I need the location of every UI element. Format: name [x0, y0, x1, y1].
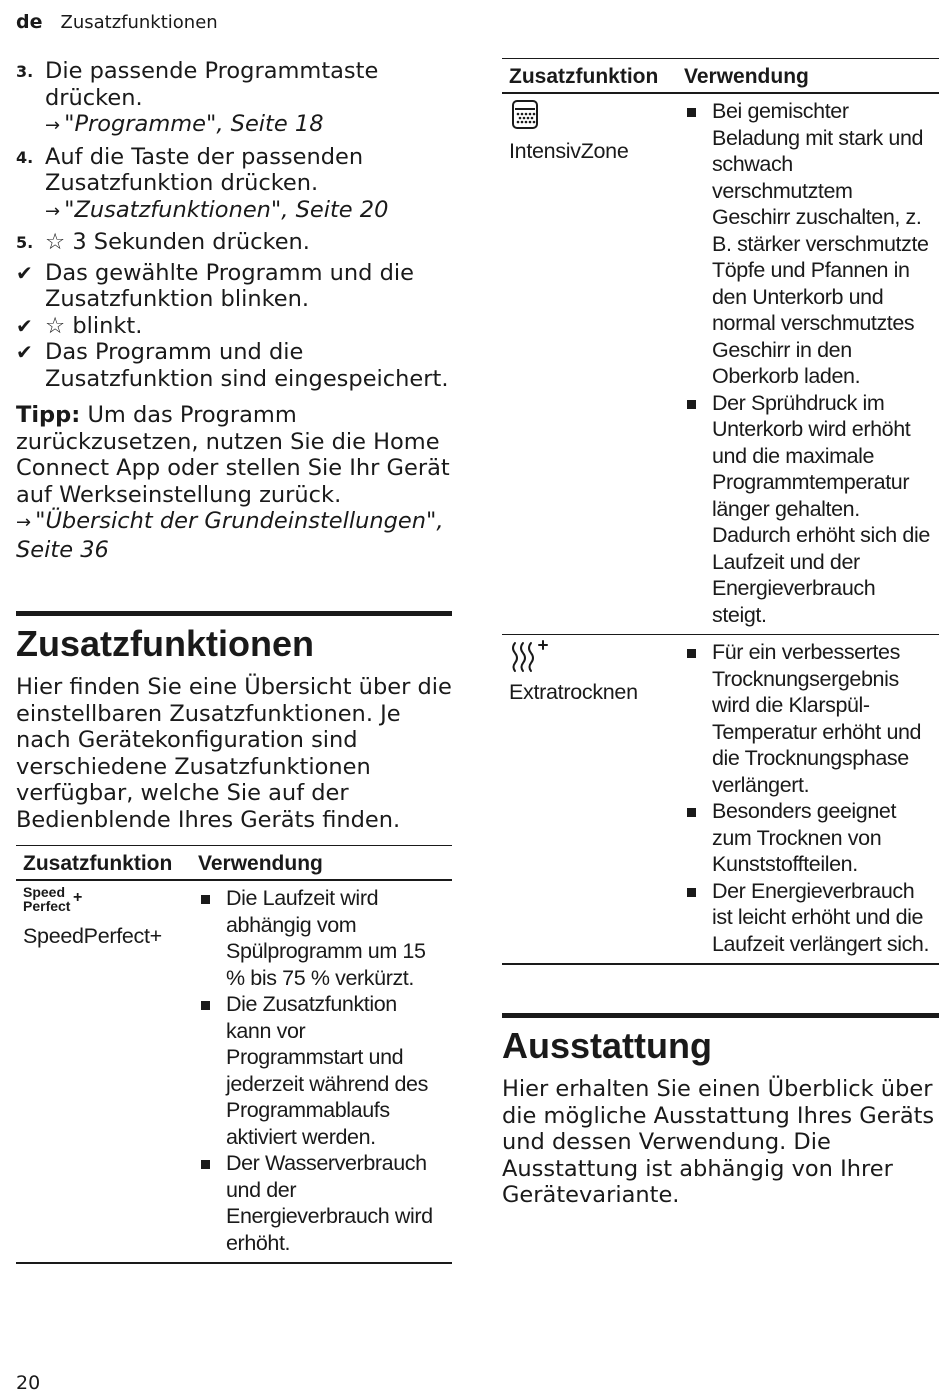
column-header-usage: Verwendung — [191, 846, 452, 881]
table-row — [502, 635, 939, 965]
checkmark-icon: ✔ — [16, 260, 33, 285]
feature-table — [502, 58, 939, 965]
feature-name: SpeedPerfect+ — [23, 924, 162, 948]
section-title: Zusatzfunktionen — [16, 623, 314, 664]
list-item: Der Sprühdruck im Unterkorb wird erhöht und die maximale Programmtemperatur länger gehalten. Dadurch erhöht sich die Laufzeit und der Energieverbrauch steigt. — [684, 390, 933, 629]
checkmark-icon: ✔ — [16, 313, 33, 338]
section-divider — [502, 1013, 939, 1018]
speed-perfect-icon — [23, 885, 185, 917]
cross-reference — [16, 508, 452, 563]
tip-text: Um das Programm zurückzusetzen, nutzen Sie die Home Connect App oder stellen Sie Ihr Gerät auf Werkseinstellung zurück. — [16, 402, 450, 508]
cross-reference — [45, 111, 324, 137]
cross-reference — [45, 197, 388, 223]
header-section-title: Zusatzfunktionen — [60, 12, 218, 33]
step-text: Auf die Taste der passenden Zusatzfunktion drücken. — [45, 143, 364, 196]
right-column — [502, 58, 939, 1209]
icon-text: + — [73, 889, 83, 906]
cross-reference-text: "Programme", Seite 18 — [64, 111, 324, 137]
icon-text: Speed — [23, 884, 66, 900]
feature-name: Extratrocknen — [509, 680, 638, 704]
step-3 — [16, 58, 452, 140]
arrow-right-icon: → — [45, 200, 61, 222]
section-intro: Hier erhalten Sie einen Überblick über die mögliche Ausstattung Ihres Geräts und dessen Verwendung. Die Ausstattung ist abhängig von Ihrer Gerätevariante. — [502, 1076, 935, 1208]
section-divider — [16, 611, 452, 616]
result-text: Das gewählte Programm und die Zusatzfunktion blinken. — [45, 259, 414, 312]
step-5 — [16, 229, 452, 256]
feature-name: IntensivZone — [509, 139, 629, 163]
section-title: Ausstattung — [502, 1025, 712, 1066]
language-code: de — [16, 11, 43, 33]
step-number: 4. — [16, 147, 34, 167]
icon-text: Perfect — [23, 898, 71, 914]
list-item: Für ein verbessertes Trocknungsergebnis wird die Klarspül-Temperatur erhöht und die Trocknungsphase verlängert. — [684, 639, 933, 798]
step-text: Die passende Programmtaste drücken. — [45, 58, 379, 111]
extra-dry-icon — [509, 639, 549, 673]
step-number: 5. — [16, 233, 34, 252]
page-number: 20 — [16, 1372, 41, 1394]
result-text: Das Programm und die Zusatzfunktion sind eingespeichert. — [45, 339, 449, 392]
tip-label: Tipp: — [16, 402, 81, 428]
section-intro: Hier finden Sie eine Übersicht über die einstellbaren Zusatzfunktionen. Je nach Gerätekonfiguration sind verschiedene Zusatzfunktionen verfügbar, welche Sie auf der Bedienblende Ihres Geräts finden. — [16, 674, 452, 833]
page-header — [16, 9, 218, 36]
cross-reference-text: "Zusatzfunktionen", Seite 20 — [64, 196, 389, 223]
step-number: 3. — [16, 62, 34, 81]
tip-block — [16, 402, 452, 563]
usage-list — [684, 98, 933, 628]
arrow-right-icon: → — [16, 512, 32, 533]
arrow-right-icon: → — [45, 115, 61, 136]
list-item: Die Laufzeit wird abhängig vom Spülprogramm um 15 % bis 75 % verkürzt. — [198, 885, 446, 991]
step-text: ☆ 3 Sekunden drücken. — [45, 229, 310, 255]
table-row — [502, 93, 939, 635]
usage-list — [198, 885, 446, 1256]
usage-list — [684, 639, 933, 957]
intensive-zone-icon — [509, 98, 543, 132]
column-header-feature: Zusatzfunktion — [16, 846, 191, 881]
table-row — [16, 880, 452, 1263]
result-1 — [16, 260, 452, 313]
left-column — [16, 58, 452, 1264]
cross-reference-text: "Übersicht der Grundeinstellungen", Seite 36 — [16, 508, 444, 563]
list-item: Besonders geeignet zum Trocknen von Kunststoffteilen. — [684, 798, 933, 878]
list-item: Der Wasserverbrauch und der Energieverbrauch wird erhöht. — [198, 1150, 446, 1256]
result-2 — [16, 313, 452, 340]
list-item: Der Energieverbrauch ist leicht erhöht und die Laufzeit verlängert sich. — [684, 878, 933, 958]
result-text: ☆ blinkt. — [45, 312, 143, 339]
step-4 — [16, 144, 452, 226]
checkmark-icon: ✔ — [16, 340, 33, 364]
list-item: Die Zusatzfunktion kann vor Programmstart und jederzeit während des Programmablaufs aktiviert werden. — [198, 991, 446, 1150]
list-item: Bei gemischter Beladung mit stark und schwach verschmutztem Geschirr zuschalten, z. B. stärker verschmutzte Töpfe und Pfannen in den Unterkorb und normal verschmutztes Geschirr in den Oberkorb laden. — [684, 98, 933, 390]
column-header-feature: Zusatzfunktion — [502, 59, 677, 94]
column-header-usage: Verwendung — [677, 59, 939, 94]
feature-table — [16, 845, 452, 1264]
result-3 — [16, 339, 452, 392]
